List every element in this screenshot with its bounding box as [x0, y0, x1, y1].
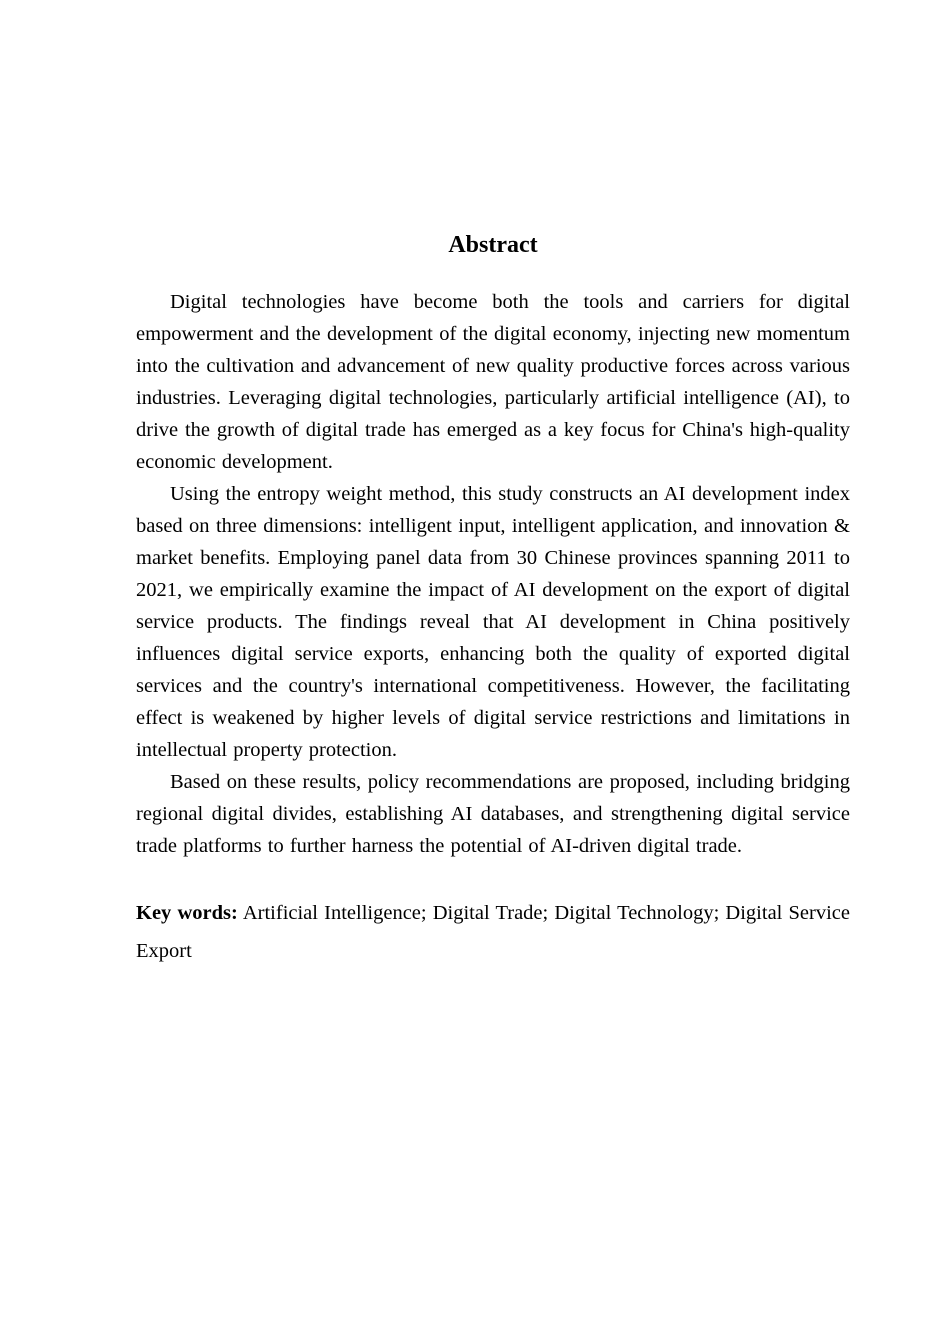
- keywords-text: Artificial Intelligence; Digital Trade; Digital Technology; Digital Service Export: [136, 902, 850, 962]
- keywords-label: Key words:: [136, 902, 238, 924]
- abstract-body: [136, 286, 850, 862]
- abstract-title: Abstract: [448, 232, 538, 258]
- keywords-line: [136, 894, 850, 970]
- abstract-paragraph-1: Digital technologies have become both the tools and carriers for digital empowerment and the development of the digital economy, injecting new momentum into the cultivation and advancement of new quality productive forces across various industries. Leveraging digital technologies, particularly artificial intelligence (AI), to drive the growth of digital trade has emerged as a key focus for China's high-quality economic development.: [136, 291, 850, 473]
- abstract-paragraph-2: Using the entropy weight method, this study constructs an AI development index based on three dimensions: intelligent input, intelligent application, and innovation & market benefits. Employing panel data from 30 Chinese provinces spanning 2011 to 2021, we empirically examine the impact of AI development on the export of digital service products. The findings reveal that AI development in China positively influences digital service exports, enhancing both the quality of exported digital services and the country's international competitiveness. However, the facilitating effect is weakened by higher levels of digital service restrictions and limitations in intellectual property protection.: [136, 483, 850, 761]
- abstract-section: [136, 228, 850, 970]
- abstract-paragraph-3: Based on these results, policy recommendations are proposed, including bridging regional digital divides, establishing AI databases, and strengthening digital service trade platforms to further harness the potential of AI-driven digital trade.: [136, 771, 850, 857]
